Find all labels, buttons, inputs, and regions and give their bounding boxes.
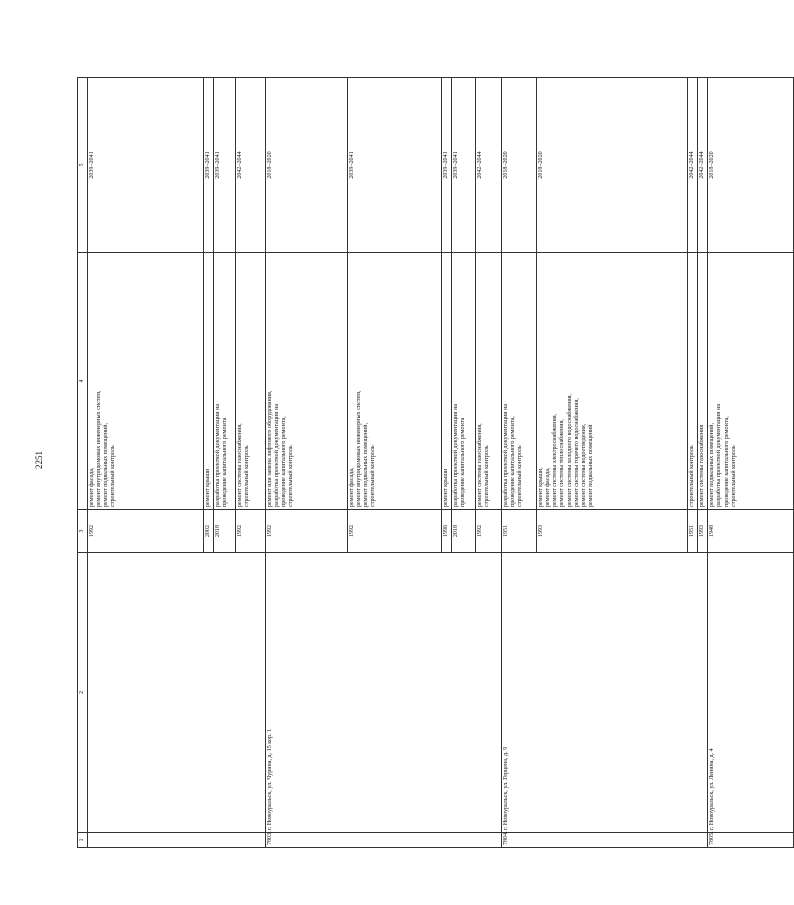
period-cell: 2039–2041 xyxy=(214,78,236,253)
work-type-line: ремонт подвальных помещений, xyxy=(363,422,370,507)
header-col-5: 5 xyxy=(78,78,88,253)
table-row xyxy=(88,78,204,848)
period-cell: 2042–2044 xyxy=(236,78,266,253)
work-type-line: ремонт внутридомовых инженерных систем, xyxy=(356,390,363,507)
work-type-line: ремонт фасада, xyxy=(349,467,356,507)
table-row xyxy=(502,78,537,848)
work-type-line: ремонт внутридомовых инженерных систем, xyxy=(96,390,103,507)
work-type-line: ремонт системы водоотведения, xyxy=(580,423,587,507)
address-cell xyxy=(88,553,266,833)
work-type-line: проведение капитального ремонта xyxy=(460,417,467,507)
work-type-line: ремонт системы холодного водоснабжения, xyxy=(566,394,573,507)
year-cell: 2018 xyxy=(452,510,476,553)
header-col-3: 3 xyxy=(78,510,88,553)
period-cell: 2039–2041 xyxy=(442,78,452,253)
work-type-line: проведение капитального ремонта, xyxy=(723,416,730,507)
repair-schedule-table-wrapper xyxy=(77,78,737,848)
year-cell: 1992 xyxy=(476,510,502,553)
work-type-line: ремонт крыши xyxy=(443,468,450,507)
work-type-cell xyxy=(537,253,688,510)
work-type-line: ремонт подвальных помещений, xyxy=(103,422,110,507)
work-type-line: ремонт подвальных помещений xyxy=(587,424,594,507)
work-type-line: разработка проектной документации на xyxy=(716,403,723,507)
work-type-line: строительный контроль xyxy=(517,445,524,507)
period-cell: 2039–2041 xyxy=(348,78,442,253)
work-type-cell xyxy=(266,253,348,510)
work-type-line: строительный контроль xyxy=(110,445,117,507)
row-number-cell xyxy=(88,833,266,848)
table-body xyxy=(78,78,794,848)
work-type-cell xyxy=(476,253,502,510)
work-type-cell xyxy=(442,253,452,510)
year-cell: 1996 xyxy=(442,510,452,553)
repair-schedule-table xyxy=(77,77,794,848)
row-number-cell: 7803. xyxy=(266,833,502,848)
year-cell: 2018 xyxy=(214,510,236,553)
work-type-line: ремонт фасада, xyxy=(89,467,95,507)
header-row xyxy=(78,78,88,848)
page-number: 2251 xyxy=(34,451,44,469)
period-cell: 2039–2041 xyxy=(452,78,476,253)
work-type-line: ремонт системы газоснабжения, xyxy=(237,423,244,507)
row-number-cell: 7805. xyxy=(708,833,794,848)
work-type-line: проведение капитального ремонта, xyxy=(281,416,288,507)
work-type-line: ремонт системы электроснабжения, xyxy=(552,413,559,507)
work-type-line: строительный контроль xyxy=(244,445,251,507)
work-type-cell xyxy=(236,253,266,510)
year-cell: 1951 xyxy=(688,510,698,553)
work-type-cell xyxy=(88,253,204,510)
work-type-line: ремонт или замена лифтового оборудования, xyxy=(267,390,274,507)
address-cell: г. Новоуральск, ул. Ленина, д. 4 xyxy=(708,553,794,833)
period-cell: 2042–2044 xyxy=(476,78,502,253)
work-type-cell xyxy=(688,253,698,510)
period-cell: 2039–2041 xyxy=(204,78,214,253)
year-cell: 1992 xyxy=(348,510,442,553)
work-type-cell xyxy=(698,253,708,510)
work-type-line: ремонт крыши, xyxy=(538,467,545,507)
year-cell: 1993 xyxy=(537,510,688,553)
header-col-1: 1 xyxy=(78,833,88,848)
work-type-line: строительный контроль xyxy=(730,445,737,507)
work-type-line: проведение капитального ремонта xyxy=(222,417,229,507)
header-col-2: 2 xyxy=(78,553,88,833)
work-type-line: разработка проектной документации на xyxy=(503,403,510,507)
work-type-line: разработка проектной документации на xyxy=(215,403,222,507)
period-cell: 2018–2020 xyxy=(708,78,794,253)
work-type-cell xyxy=(204,253,214,510)
work-type-line: строительный контроль xyxy=(484,445,491,507)
address-cell: г. Новоуральск, ул. Герцена, д. 9 xyxy=(502,553,708,833)
table-row xyxy=(266,78,348,848)
year-cell: 1948 xyxy=(708,510,794,553)
work-type-line: строительный контроль xyxy=(370,445,377,507)
header-col-4: 4 xyxy=(78,253,88,510)
work-type-line: разработка проектной документации на xyxy=(453,403,460,507)
work-type-cell xyxy=(502,253,537,510)
work-type-cell xyxy=(214,253,236,510)
year-cell: 1993 xyxy=(698,510,708,553)
year-cell: 1951 xyxy=(502,510,537,553)
work-type-line: разработка проектной документации на xyxy=(274,403,281,507)
work-type-line: ремонт системы теплоснабжения, xyxy=(559,419,566,507)
work-type-line: ремонт системы газоснабжения, xyxy=(477,423,484,507)
year-cell: 2002 xyxy=(204,510,214,553)
work-type-line: строительный контроль xyxy=(689,445,696,507)
period-cell: 2042–2044 xyxy=(688,78,698,253)
year-cell: 1992 xyxy=(88,510,204,553)
work-type-line: ремонт фасада, xyxy=(545,467,552,507)
table-row xyxy=(708,78,794,848)
period-cell: 2018–2020 xyxy=(266,78,348,253)
year-cell: 1992 xyxy=(236,510,266,553)
work-type-line: ремонт крыши xyxy=(205,468,211,507)
work-type-line: ремонт системы газоснабжения xyxy=(699,424,706,507)
period-cell: 2018–2020 xyxy=(537,78,688,253)
work-type-line: ремонт системы горячего водоснабжения, xyxy=(573,398,580,507)
work-type-line: проведение капитального ремонта, xyxy=(510,416,517,507)
address-cell: г. Новоуральск, ул. Чурина, д. 15 кор. 1 xyxy=(266,553,502,833)
work-type-cell xyxy=(452,253,476,510)
row-number-cell: 7804. xyxy=(502,833,708,848)
period-cell: 2018–2020 xyxy=(502,78,537,253)
work-type-cell xyxy=(708,253,794,510)
work-type-cell xyxy=(348,253,442,510)
year-cell: 1992 xyxy=(266,510,348,553)
work-type-line: строительный контроль xyxy=(288,445,295,507)
period-cell: 2039–2041 xyxy=(88,78,204,253)
period-cell: 2042–2044 xyxy=(698,78,708,253)
work-type-line: ремонт подвальных помещений, xyxy=(709,422,716,507)
